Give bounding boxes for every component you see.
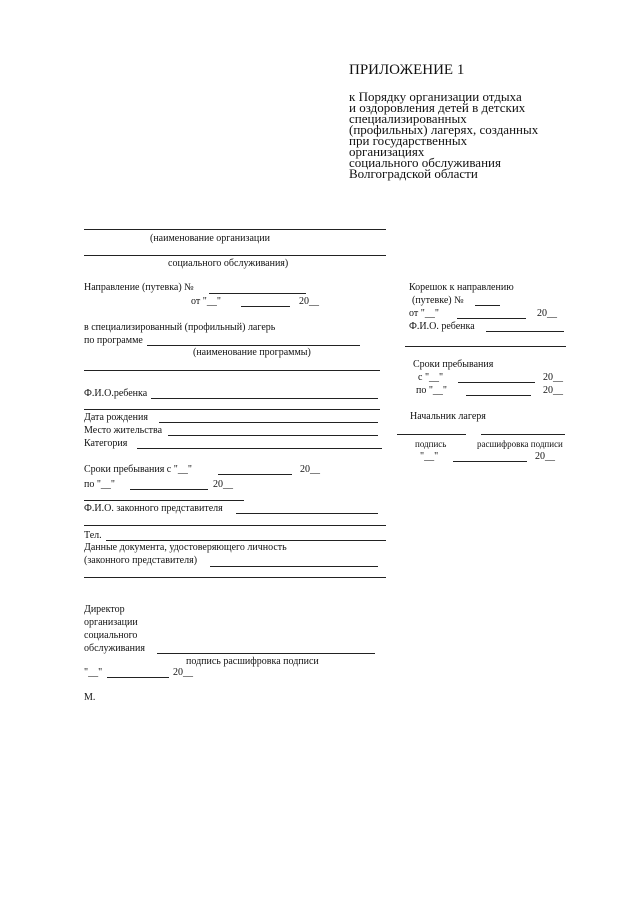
category-label: Категория [84,438,128,449]
org-caption-2: социального обслуживания) [168,258,289,269]
org-name-line-2 [84,255,386,256]
guardian-line [236,513,378,514]
direction-number-line [209,293,306,294]
phone-label: Тел. [84,530,102,541]
residence-label: Место жительства [84,425,163,436]
header-line: специализированных [349,111,467,126]
direction-year: 20__ [299,296,319,307]
header-line: социального обслуживания [349,155,501,170]
document-line [210,566,378,567]
guardian-label: Ф.И.О. законного представителя [84,503,223,514]
program-label: по программе [84,335,143,346]
stay-from-label: Сроки пребывания с "__" [84,464,192,475]
director-label-2: организации [84,617,138,628]
director-label-4: обслуживания [84,643,145,654]
stub-stay-from-line [458,382,535,383]
stub-title-1: Корешок к направлению [409,282,514,293]
document-guardian-label: (законного представителя) [84,555,198,566]
org-caption-1: (наименование организации [150,233,270,244]
camp-head-sign-caption: подпись [415,439,447,449]
stub-month-line [457,318,526,319]
stub-stay-to-line [466,395,531,396]
header-line: Волгоградской области [349,166,478,181]
document-label: Данные документа, удостоверяющего личность [84,542,287,553]
stub-child-line-2 [405,346,566,347]
program-caption: (наименование программы) [193,347,311,358]
residence-line [168,435,378,436]
stub-sign-year: 20__ [535,451,555,462]
direction-from-date: от "__" [191,296,221,307]
birth-date-label: Дата рождения [84,412,148,423]
stay-from-year: 20__ [300,464,320,475]
stub-from-date: от "__" [409,308,439,319]
camp-head-sign-line [397,434,466,435]
header-line: к Порядку организации отдыха [349,89,522,104]
header-line: организациях [349,144,425,159]
stub-stay-from: с "__" [418,372,444,383]
stay-to-year: 20__ [213,479,233,490]
stay-to-line [130,489,208,490]
appendix-title: ПРИЛОЖЕНИЕ 1 [349,62,465,78]
director-date: "__" [84,667,103,678]
stay-from-line [218,474,292,475]
stub-title-2: (путевке) № [412,295,464,306]
header-line: (профильных) лагерях, созданных [349,122,539,137]
direction-month-line [241,306,290,307]
program-line-2 [84,370,380,371]
stub-stay-from-year: 20__ [543,372,563,383]
stub-stay-to-year: 20__ [543,385,563,396]
director-signature-line [157,653,375,654]
header-line: и оздоровления детей в детских [349,100,526,115]
camp-head-label: Начальник лагеря [410,411,486,422]
camp-label: в специализированный (профильный) лагерь [84,322,276,333]
document-line-2 [84,577,386,578]
stub-sign-date-line [453,461,527,462]
stub-child-line [486,331,564,332]
child-name-label: Ф.И.О.ребенка [84,388,148,399]
camp-head-decode-line [481,434,565,435]
director-date-line [107,677,169,678]
director-label-1: Директор [84,604,125,615]
guardian-line-2 [84,525,386,526]
child-name-line-2 [84,409,380,410]
director-label-3: социального [84,630,138,641]
stay-extra-line [84,500,244,501]
stub-stay-to: по "__" [416,385,448,396]
stub-number-line [475,305,500,306]
stub-stay-label: Сроки пребывания [413,359,494,370]
director-year: 20__ [173,667,193,678]
child-name-line [151,398,378,399]
header-line: при государственных [349,133,468,148]
phone-line [106,540,386,541]
camp-head-decode-caption: расшифровка подписи [477,439,563,449]
director-signature-caption: подпись расшифровка подписи [186,656,319,667]
stub-year: 20__ [537,308,557,319]
program-line [147,345,360,346]
stub-child-label: Ф.И.О. ребенка [409,321,475,332]
org-name-line-1 [84,229,386,230]
stamp-label: М. [84,692,96,703]
stub-sign-date: "__" [420,451,439,462]
category-line [137,448,382,449]
birth-date-line [159,422,378,423]
stay-to-label: по "__" [84,479,116,490]
direction-number-label: Направление (путевка) № [84,282,194,293]
